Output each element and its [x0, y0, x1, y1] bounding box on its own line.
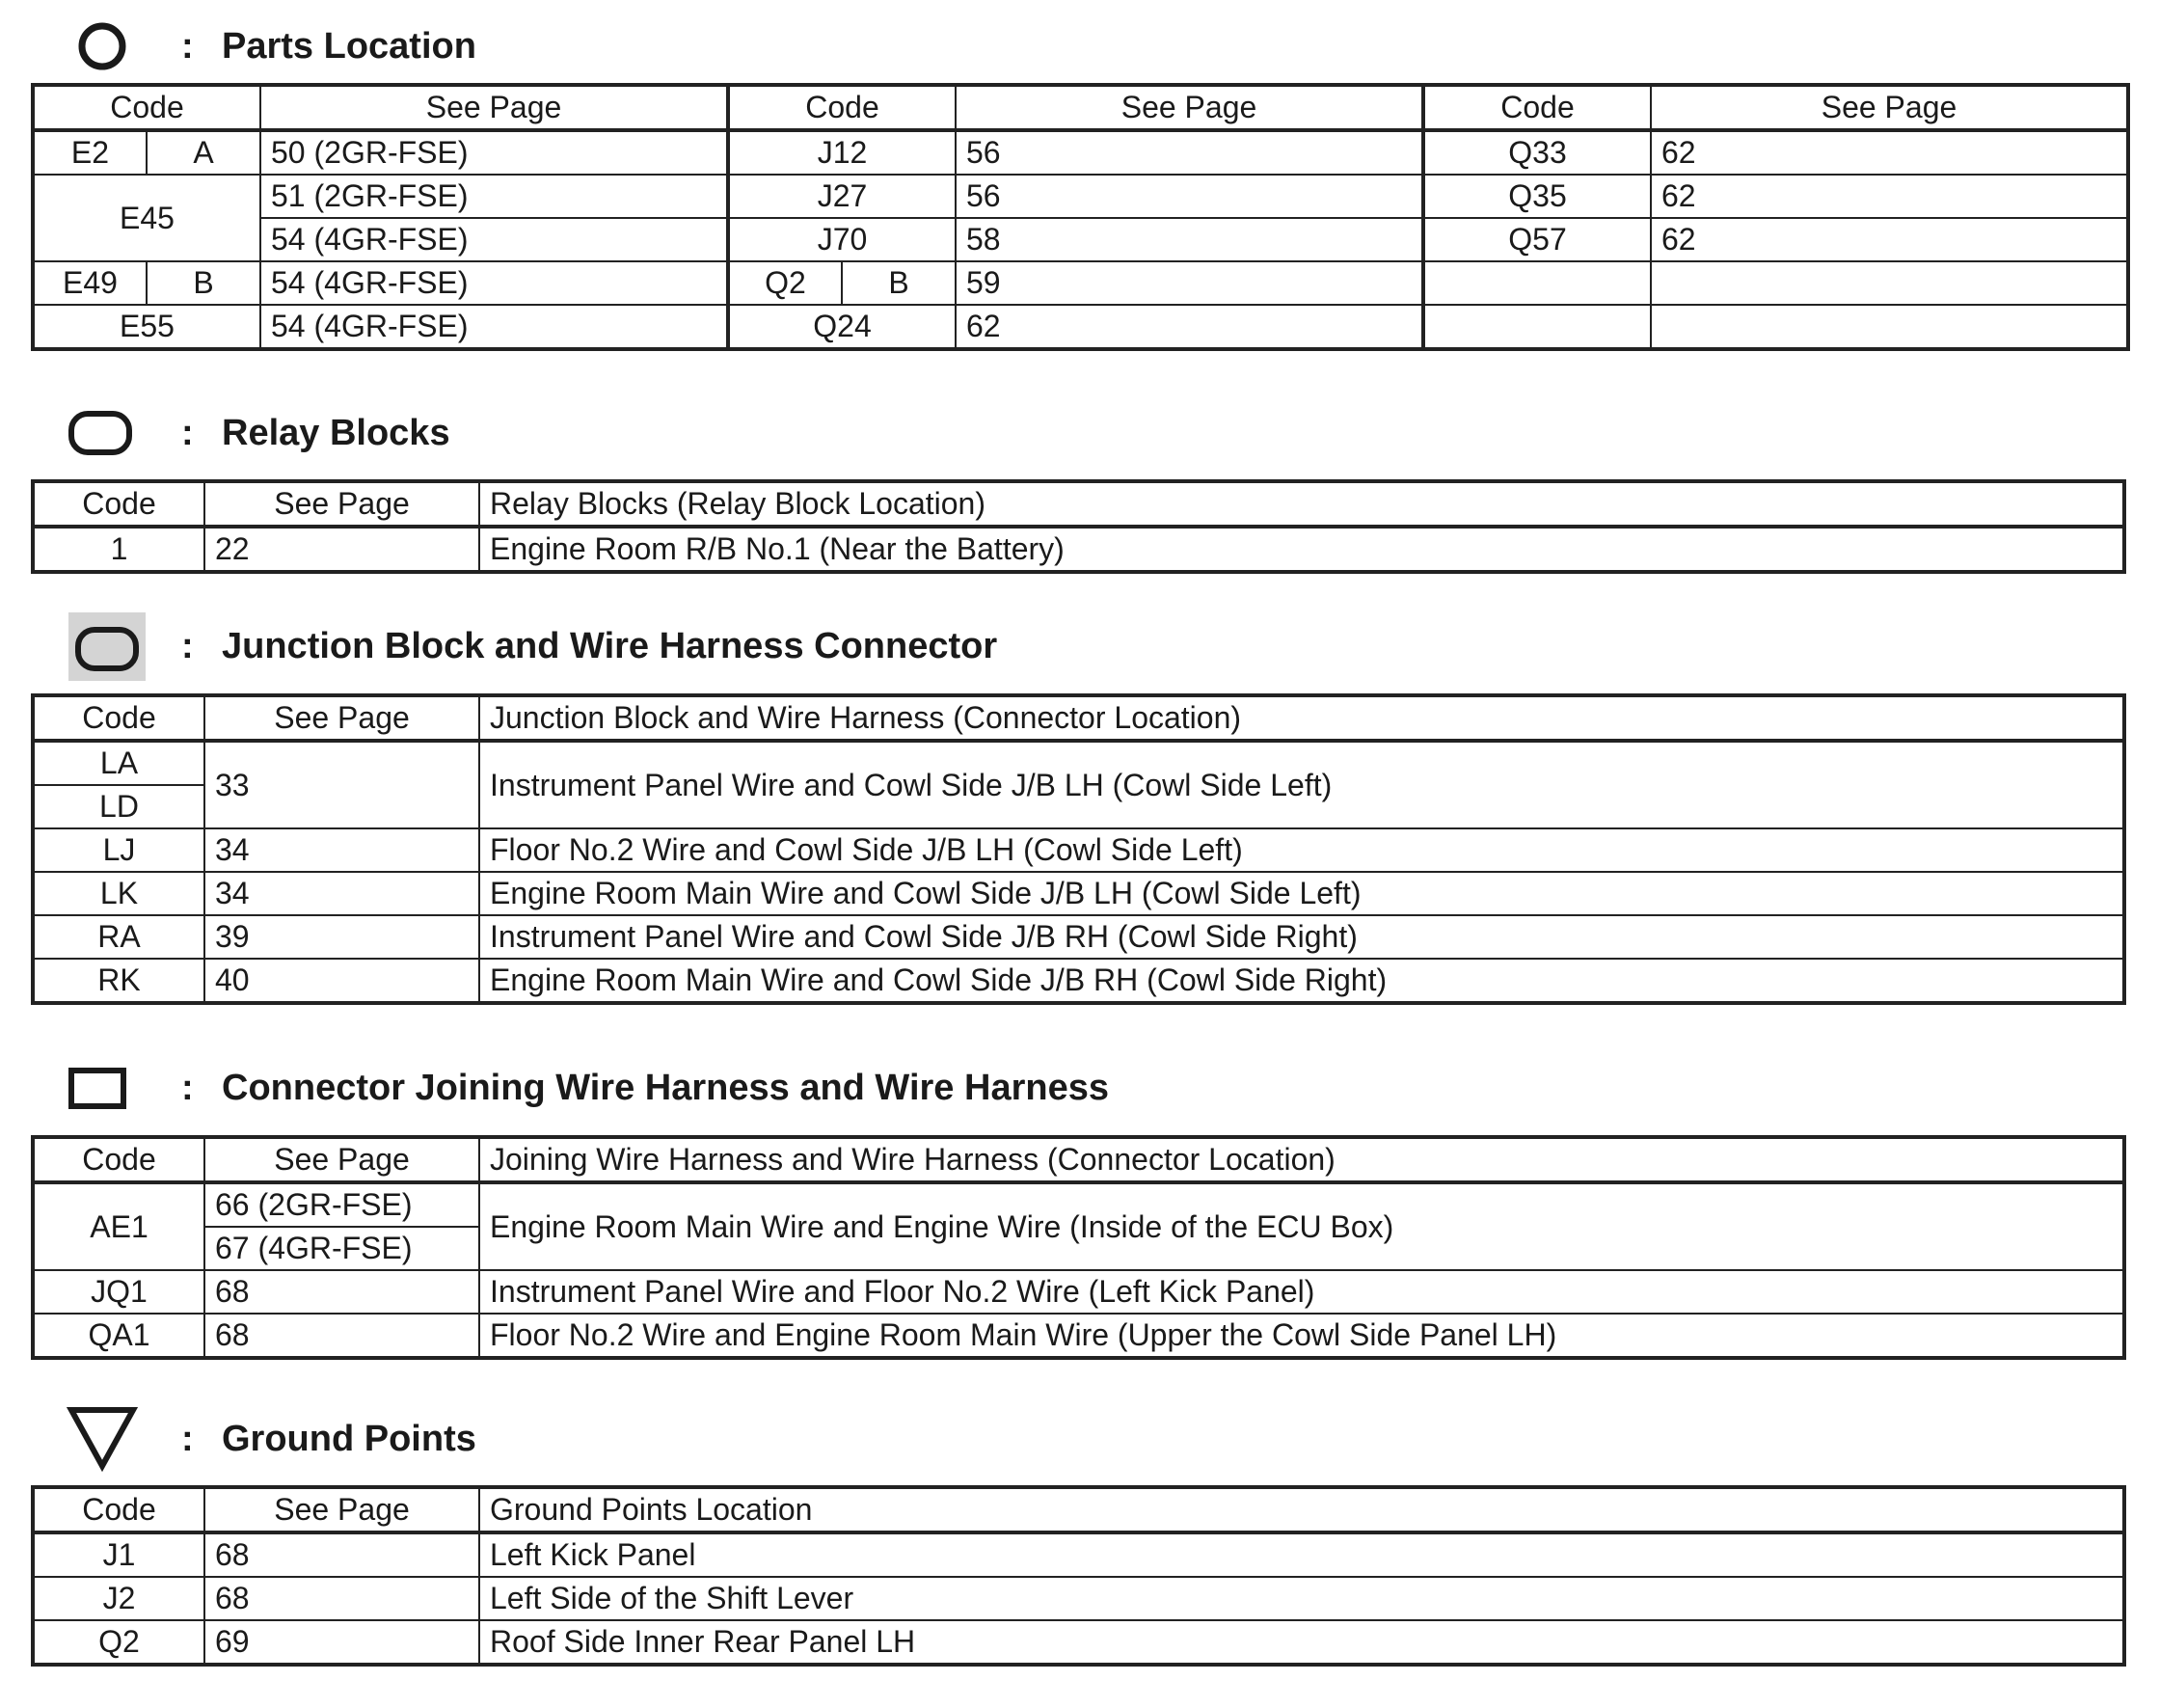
parts-location-header — [66, 8, 476, 85]
location-cell: Floor No.2 Wire and Cowl Side J/B LH (Cowl Side Left) — [479, 828, 2124, 872]
page-cell: 68 — [204, 1532, 479, 1577]
code-cell: RK — [33, 959, 204, 1003]
code-cell: RA — [33, 915, 204, 959]
page-cell: 68 — [204, 1314, 479, 1358]
table-row — [33, 915, 2124, 959]
code-cell: Q57 — [1423, 218, 1651, 261]
column-header-code: Code — [33, 481, 204, 527]
table-row — [33, 218, 2128, 261]
table-row — [33, 828, 2124, 872]
table-row — [33, 1270, 2124, 1314]
table-row — [33, 175, 2128, 218]
column-header-location: Ground Points Location — [479, 1487, 2124, 1532]
colon: : — [181, 412, 194, 453]
column-header-location: Relay Blocks (Relay Block Location) — [479, 481, 2124, 527]
column-header-code: Code — [33, 85, 260, 130]
code-cell: E49 — [33, 261, 147, 305]
page-cell: 56 — [956, 175, 1423, 218]
column-header-code: Code — [728, 85, 956, 130]
sub-code-cell: B — [147, 261, 260, 305]
sub-code-cell: A — [147, 130, 260, 175]
page-cell — [1651, 305, 2128, 349]
page-cell: 59 — [956, 261, 1423, 305]
location-cell: Engine Room Main Wire and Cowl Side J/B RH (Cowl Side Right) — [479, 959, 2124, 1003]
code-cell: J12 — [728, 130, 956, 175]
page-cell: 39 — [204, 915, 479, 959]
column-header-code: Code — [33, 1487, 204, 1532]
page-cell: 58 — [956, 218, 1423, 261]
page-cell: 56 — [956, 130, 1423, 175]
code-cell: JQ1 — [33, 1270, 204, 1314]
column-header-see-page: See Page — [956, 85, 1423, 130]
table-row — [33, 1182, 2124, 1227]
page-cell: 67 (4GR-FSE) — [204, 1227, 479, 1270]
code-cell: E45 — [33, 175, 260, 261]
code-cell: E2 — [33, 130, 147, 175]
code-cell: AE1 — [33, 1182, 204, 1270]
table-row — [33, 527, 2124, 572]
code-cell: E55 — [33, 305, 260, 349]
parts-location-table — [31, 83, 2130, 351]
junction-blocks-table — [31, 693, 2126, 1005]
code-cell: Q2 — [728, 261, 842, 305]
section-title: Relay Blocks — [222, 412, 450, 453]
page-cell: 54 (4GR-FSE) — [260, 305, 728, 349]
code-cell — [1423, 305, 1651, 349]
location-cell: Engine Room R/B No.1 (Near the Battery) — [479, 527, 2124, 572]
colon: : — [181, 1418, 194, 1459]
code-cell: LJ — [33, 828, 204, 872]
page-cell: 66 (2GR-FSE) — [204, 1182, 479, 1227]
location-cell: Instrument Panel Wire and Cowl Side J/B LH (Cowl Side Left) — [479, 741, 2124, 828]
page-cell: 62 — [1651, 130, 2128, 175]
table-row — [33, 872, 2124, 915]
column-header-see-page: See Page — [204, 1487, 479, 1532]
page-cell: 22 — [204, 527, 479, 572]
column-header-see-page: See Page — [204, 1137, 479, 1182]
table-row — [33, 261, 2128, 305]
table-row — [33, 741, 2124, 785]
page-cell: 68 — [204, 1270, 479, 1314]
table-row — [33, 305, 2128, 349]
column-header-location: Junction Block and Wire Harness (Connector Location) — [479, 695, 2124, 741]
code-cell: J70 — [728, 218, 956, 261]
page-cell: 68 — [204, 1577, 479, 1620]
colon: : — [181, 625, 194, 666]
shaded-rounded-rectangle-icon — [66, 608, 152, 685]
code-cell: Q33 — [1423, 130, 1651, 175]
page-cell: 33 — [204, 741, 479, 828]
rounded-rectangle-icon — [66, 394, 152, 472]
code-cell: J1 — [33, 1532, 204, 1577]
page-cell: 62 — [1651, 218, 2128, 261]
column-header-see-page: See Page — [204, 481, 479, 527]
location-cell: Instrument Panel Wire and Cowl Side J/B RH (Cowl Side Right) — [479, 915, 2124, 959]
colon: : — [181, 1067, 194, 1108]
section-title: Ground Points — [222, 1418, 476, 1459]
relay-blocks-table — [31, 479, 2126, 574]
location-cell: Engine Room Main Wire and Cowl Side J/B LH (Cowl Side Left) — [479, 872, 2124, 915]
page-cell: 54 (4GR-FSE) — [260, 218, 728, 261]
code-cell: Q2 — [33, 1620, 204, 1665]
code-cell — [1423, 261, 1651, 305]
section-title: Junction Block and Wire Harness Connector — [222, 625, 998, 666]
table-row — [33, 959, 2124, 1003]
page-cell — [1651, 261, 2128, 305]
location-cell: Instrument Panel Wire and Floor No.2 Wire (Left Kick Panel) — [479, 1270, 2124, 1314]
page-cell: 54 (4GR-FSE) — [260, 261, 728, 305]
code-cell: J27 — [728, 175, 956, 218]
circle-icon — [66, 8, 152, 85]
ground-points-table — [31, 1485, 2126, 1667]
junction-blocks-header — [66, 608, 998, 685]
code-cell: LA — [33, 741, 204, 785]
page-cell: 34 — [204, 828, 479, 872]
page-cell: 40 — [204, 959, 479, 1003]
location-cell: Floor No.2 Wire and Engine Room Main Wire (Upper the Cowl Side Panel LH) — [479, 1314, 2124, 1358]
triangle-icon — [66, 1400, 152, 1478]
code-cell: QA1 — [33, 1314, 204, 1358]
page-cell: 62 — [956, 305, 1423, 349]
code-cell: Q35 — [1423, 175, 1651, 218]
relay-blocks-header — [66, 394, 450, 472]
column-header-code: Code — [1423, 85, 1651, 130]
location-cell: Left Kick Panel — [479, 1532, 2124, 1577]
table-row — [33, 1620, 2124, 1665]
page-cell: 34 — [204, 872, 479, 915]
location-cell: Engine Room Main Wire and Engine Wire (Inside of the ECU Box) — [479, 1182, 2124, 1270]
sub-code-cell: B — [842, 261, 956, 305]
table-row — [33, 1577, 2124, 1620]
location-cell: Left Side of the Shift Lever — [479, 1577, 2124, 1620]
column-header-see-page: See Page — [204, 695, 479, 741]
location-cell: Roof Side Inner Rear Panel LH — [479, 1620, 2124, 1665]
code-cell: Q24 — [728, 305, 956, 349]
code-cell: LD — [33, 785, 204, 828]
joining-connectors-table — [31, 1135, 2126, 1360]
table-row — [33, 1314, 2124, 1358]
section-title: Connector Joining Wire Harness and Wire Harness — [222, 1067, 1109, 1108]
column-header-code: Code — [33, 1137, 204, 1182]
page-cell: 51 (2GR-FSE) — [260, 175, 728, 218]
joining-connectors-header — [66, 1049, 1109, 1126]
page-cell: 62 — [1651, 175, 2128, 218]
table-row — [33, 1532, 2124, 1577]
column-header-see-page: See Page — [260, 85, 728, 130]
column-header-see-page: See Page — [1651, 85, 2128, 130]
table-row — [33, 130, 2128, 175]
page-cell: 50 (2GR-FSE) — [260, 130, 728, 175]
ground-points-header — [66, 1400, 476, 1478]
code-cell: 1 — [33, 527, 204, 572]
colon: : — [181, 25, 194, 67]
code-cell: LK — [33, 872, 204, 915]
rectangle-icon — [66, 1049, 152, 1126]
code-cell: J2 — [33, 1577, 204, 1620]
section-title: Parts Location — [222, 25, 476, 67]
column-header-location: Joining Wire Harness and Wire Harness (Connector Location) — [479, 1137, 2124, 1182]
column-header-code: Code — [33, 695, 204, 741]
page-cell: 69 — [204, 1620, 479, 1665]
